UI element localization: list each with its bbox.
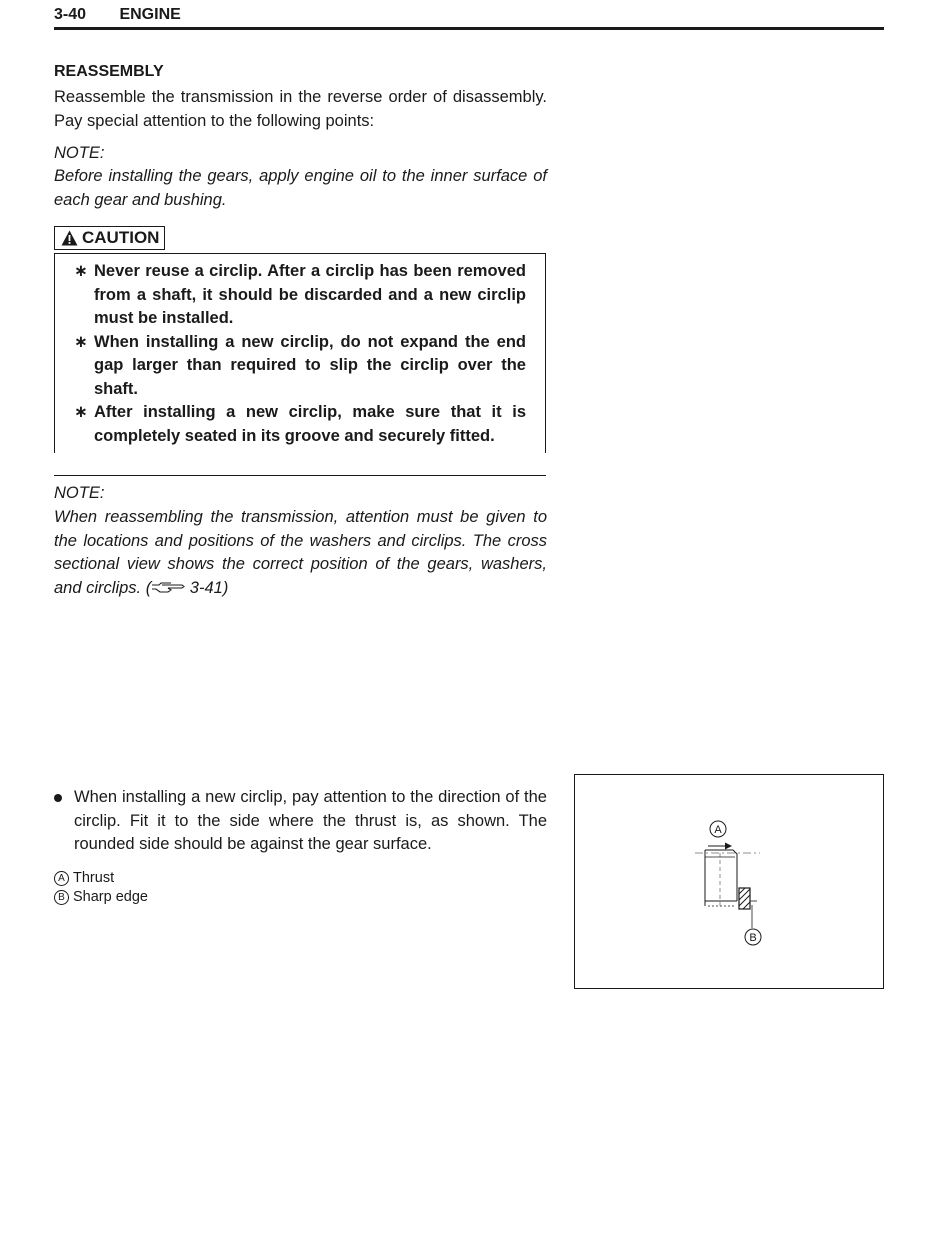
asterisk-icon: ∗ (74, 262, 88, 280)
legend-item-b (54, 888, 254, 906)
legend-label-b: Sharp edge (73, 889, 148, 905)
circlip-diagram (575, 775, 883, 988)
caution-label-text: CAUTION (82, 228, 160, 247)
note2-reference[interactable]: 3-41) (189, 578, 229, 597)
section-name: ENGINE (119, 6, 181, 23)
bullet-dot-icon (54, 794, 62, 802)
asterisk-icon: ∗ (74, 403, 88, 421)
bullet-text: When installing a new circlip, pay attention to the direction of the circlip. Fit it to the side where the thrust is, as shown. The rounded side should be against the gear surface. (74, 788, 547, 853)
note2-label: NOTE: (54, 484, 105, 502)
callout-b: B (749, 932, 757, 944)
page-header (54, 0, 884, 30)
asterisk-icon: ∗ (74, 332, 88, 351)
caution-item: ∗ Never reuse a circlip. After a circlip has been removed from a shaft, it should be discarded and a new circlip must be installed. (74, 262, 526, 327)
circlip-direction-bullet (54, 786, 547, 857)
legend-item-a (54, 869, 254, 887)
page-number: 3-40 (54, 6, 87, 23)
note2-body (54, 506, 547, 600)
caution-list (74, 260, 526, 448)
callout-a: A (714, 824, 722, 836)
caution-label (54, 226, 165, 250)
note1-text: Before installing the gears, apply engine oil to the inner surface of each gear and bushing. (54, 167, 547, 209)
caution-item: ∗ When installing a new circlip, do not expand the end gap larger than required to slip the circlip over the shaft. (74, 332, 526, 398)
circlip-figure (574, 774, 884, 989)
warning-triangle-icon (61, 230, 78, 246)
caution-item: ∗ After installing a new circlip, make sure that it is completely seated in its groove and securely fitted. (74, 403, 526, 445)
legend-letter-a: A (54, 871, 69, 886)
caution-divider (54, 475, 546, 476)
note1-label: NOTE: (54, 144, 105, 162)
pointing-hand-icon[interactable] (151, 580, 185, 594)
note2-text: When reassembling the transmission, attention must be given to the locations and positions of the washers and circlips. The cross sectional view shows the correct position of the gears, washers, and circlips. ( (54, 508, 547, 597)
legend-letter-b: B (54, 890, 69, 905)
reassembly-intro: Reassemble the transmission in the reverse order of disassembly. Pay special attention to the following points: (54, 88, 547, 130)
legend-label-a: Thrust (73, 870, 115, 886)
reassembly-heading: REASSEMBLY (54, 63, 164, 80)
